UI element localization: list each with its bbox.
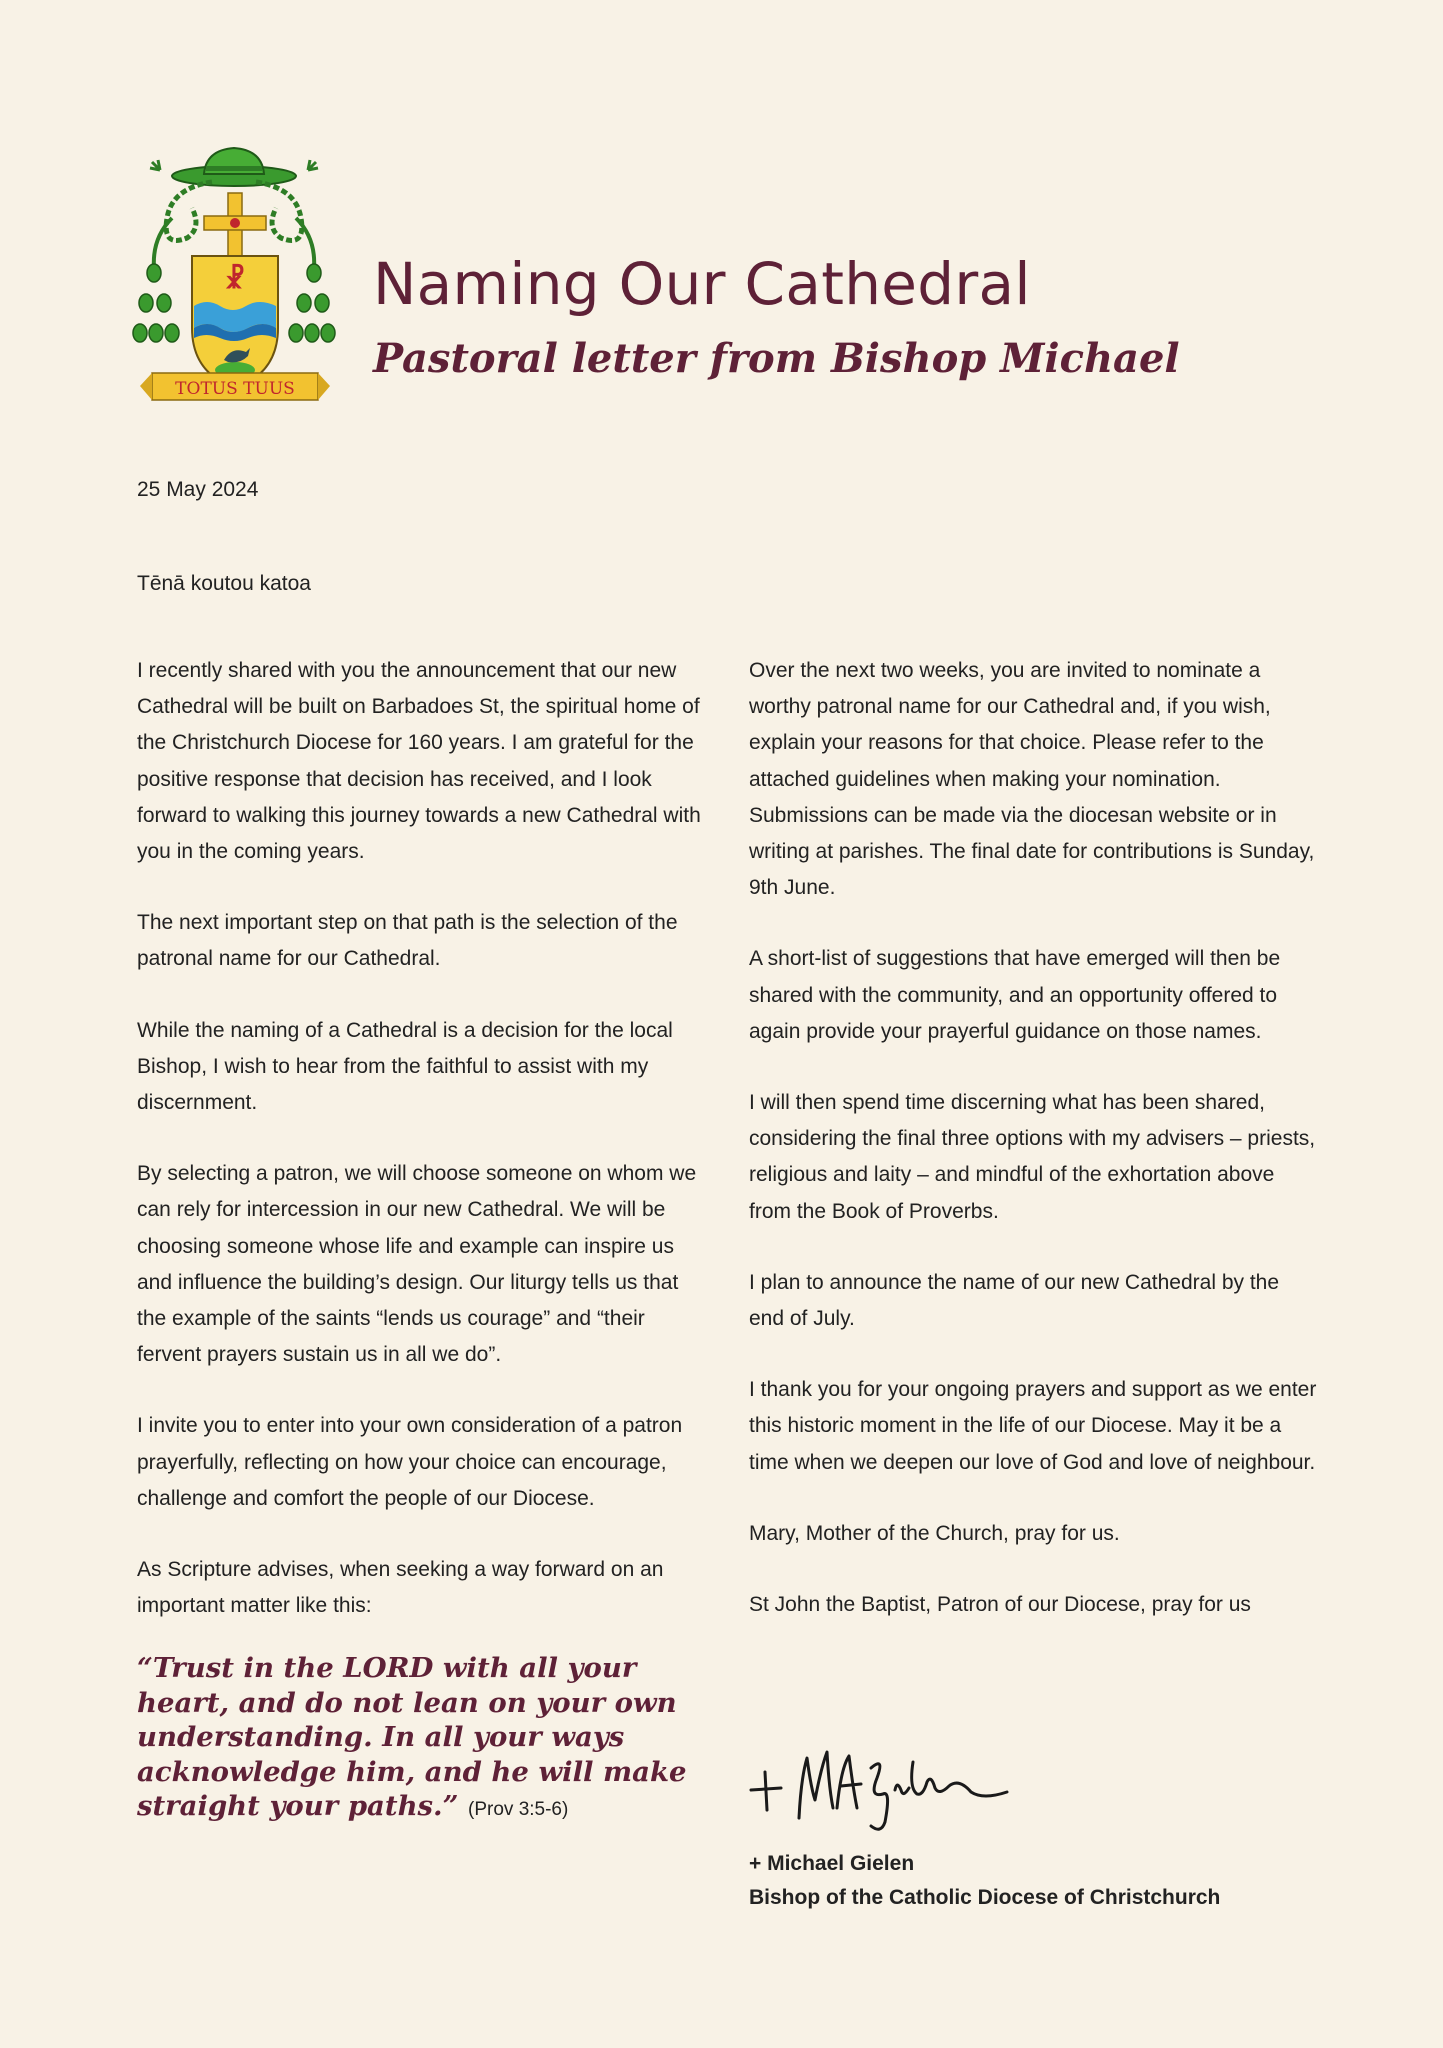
page-subtitle: Pastoral letter from Bishop Michael xyxy=(373,335,1180,382)
paragraph: I invite you to enter into your own consideration of a patron prayerfully, reflecting on how your choice can encourage, challenge and comfort the people of our Diocese. xyxy=(137,1414,683,1510)
coat-of-arms-icon xyxy=(132,138,337,408)
svg-text:☧: ☧ xyxy=(224,265,246,295)
signatory-title: Bishop of the Catholic Diocese of Christchurch xyxy=(749,1886,1221,1909)
quote-reference: (Prov 3:5-6) xyxy=(468,1799,569,1821)
paragraph: I thank you for your ongoing prayers and support as we enter this historic moment in the life of our Diocese. May it be a time when we deepen our love of God and love of neighbour. xyxy=(749,1378,1317,1474)
paragraph: I will then spend time discerning what has been shared, considering the final three options with my advisers – priests, religious and laity – and mindful of the exhortation above from the Book of Proverbs. xyxy=(749,1091,1316,1223)
crest-motto: TOTUS TUUS xyxy=(175,379,295,399)
signature-icon xyxy=(745,1738,1025,1838)
paragraph: By selecting a patron, we will choose someone on whom we can rely for intercession in our new Cathedral. We will be choosing someone whose life and example can inspire us and influence the building’s design. Our liturgy tells us that the example of the saints “lends us courage” and “their fervent prayers sustain us in all we do”. xyxy=(137,1162,697,1367)
paragraph: As Scripture advises, when seeking a way forward on an important matter like this: xyxy=(137,1558,664,1618)
right-column xyxy=(749,653,1319,1658)
paragraph: St John the Baptist, Patron of our Diocese, pray for us xyxy=(749,1593,1251,1617)
signatory-name: + Michael Gielen xyxy=(749,1852,915,1875)
paragraph: I plan to announce the name of our new Cathedral by the end of July. xyxy=(749,1270,1280,1331)
paragraph: A short-list of suggestions that have emerged will then be shared with the community, and an opportunity offered to again provide your prayerful guidance on those names. xyxy=(749,947,1281,1043)
scripture-quote xyxy=(137,1651,707,1828)
paragraph: I recently shared with you the announcement that our new Cathedral will be built on Barbadoes St, the spiritual home of the Christchurch Diocese for 160 years. I am grateful for the positive response that decision has received, and I look forward to walking this journey towards a new Cathedral with you in the coming years. xyxy=(137,659,701,864)
greeting: Tēnā koutou katoa xyxy=(137,572,311,595)
paragraph: Mary, Mother of the Church, pray for us. xyxy=(749,1521,1120,1545)
letter-date: 25 May 2024 xyxy=(137,478,259,501)
quote-text: “Trust in the LORD with all your heart, and do not lean on your own understanding. In all your ways acknowledge him, and he will make straight your paths.” xyxy=(137,1652,687,1823)
page-title: Naming Our Cathedral xyxy=(373,250,1031,318)
paragraph: Over the next two weeks, you are invited to nominate a worthy patronal name for our Cathedral and, if you wish, explain your reasons for that choice. Please refer to the attached guidelines when making your nomination. Submissions can be made via the diocesan website or in writing at parishes. The final date for contributions is Sunday, 9th June. xyxy=(749,659,1315,900)
paragraph: While the naming of a Cathedral is a decision for the local Bishop, I wish to hear from the faithful to assist with my discernment. xyxy=(137,1018,673,1115)
left-column xyxy=(137,653,707,1828)
paragraph: The next important step on that path is the selection of the patronal name for our Cathedral. xyxy=(137,911,678,971)
